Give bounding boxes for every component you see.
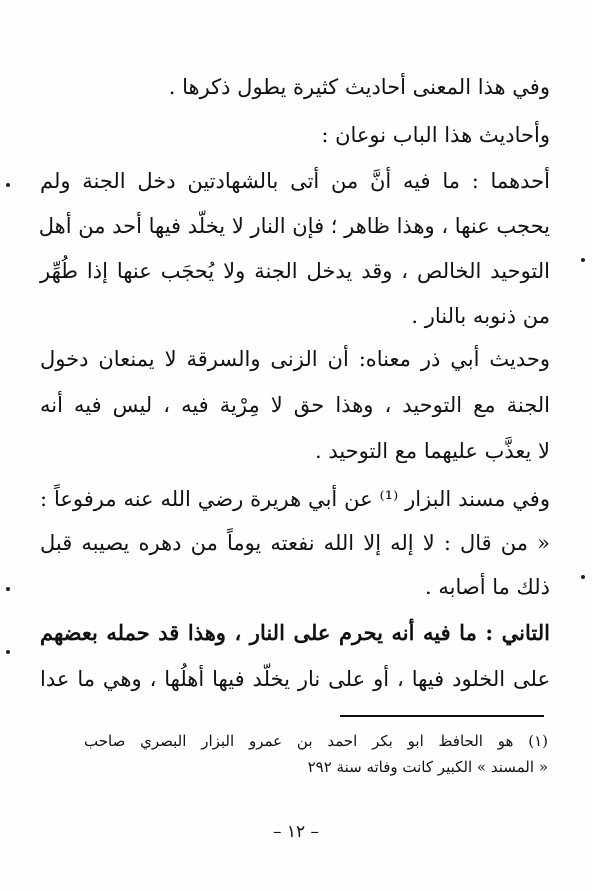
text-line: وفي هذا المعنى أحاديث كثيرة يطول ذكرها . [168,75,550,99]
text-line: وحديث أبي ذر معناه: أن الزنى والسرقة لا يمنعان دخول [40,347,550,371]
text-line: التوحيد الخالص ، وقد يدخل الجنة ولا يُحجَب عنها إذا طُهِّر [40,259,550,283]
footnote-divider [340,715,544,717]
scan-speck [581,575,585,579]
text-line: « من قال : لا إله إلا الله نفعته يوماً من دهره يصيبه قبل [40,531,551,555]
text-line: وفي مسند البزار ⁽¹⁾ عن أبي هريرة رضي الله عنه مرفوعاً : [40,487,550,511]
text-line: من ذنوبه بالنار . [411,304,550,328]
scan-speck [6,650,10,654]
text-line: يحجب عنها ، وهذا ظاهر ؛ فإن النار لا يخلّد فيها أحد من أهل [38,214,550,238]
text-line: لا يعذَّب عليهما مع التوحيد . [314,439,550,463]
text-line: أحدهما : ما فيه أنَّ من أتى بالشهادتين دخل الجنة ولم [40,169,550,193]
text-line: وأحاديث هذا الباب نوعان : [321,123,550,147]
scan-speck [6,587,10,591]
page-number: – ١٢ – [272,822,320,842]
scan-speck [6,183,10,187]
text-line: الجنة مع التوحيد ، وهذا حق لا مِرْية فيه ، ليس فيه أنه [40,393,550,417]
footnote-line: « المسند » الكبير كانت وفاته سنة ٢٩٢ [307,758,548,776]
text-line: التاني : ما فيه أنه يحرم على النار ، وهذا قد حمله بعضهم [40,620,550,645]
text-line: ذلك ما أصابه . [425,575,550,599]
footnote-line: (١) هو الحافظ ابو بكر احمد بن عمرو البزار البصري صاحب [84,732,548,750]
scan-speck [581,258,585,262]
text-line: على الخلود فيها ، أو على نار يخلّد فيها أهلُها ، وهي ما عدا [40,667,550,691]
